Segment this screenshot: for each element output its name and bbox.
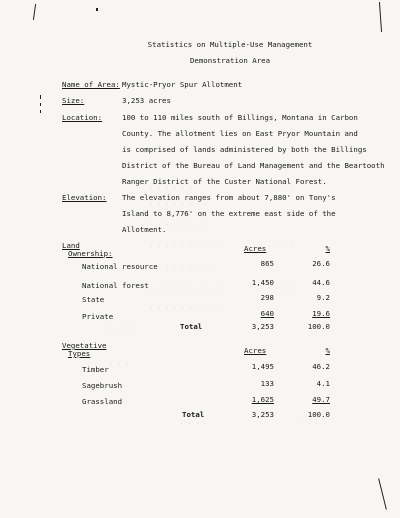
scan-mark-top-left <box>33 4 36 20</box>
ownership-row-label: National resource <box>82 262 158 271</box>
ownership-total-pct: 100.0 <box>307 322 330 331</box>
ownership-row-pct: 26.6 <box>312 259 330 268</box>
vegetative-heading-2: Types <box>68 349 91 358</box>
elevation-line-3: Allotment. <box>122 225 167 234</box>
bleed-through-10: · · · · · <box>260 286 295 292</box>
location-line-1: 100 to 110 miles south of Billings, Montana in Carbon <box>122 113 358 122</box>
vegetative-row-label: Grassland <box>82 397 123 406</box>
bleed-through-5: · · · · · · · · · <box>150 265 216 271</box>
field-label-size: Size: <box>62 96 85 105</box>
scan-mark-top-right <box>379 2 382 32</box>
scan-mark-bottom-right <box>378 478 387 509</box>
bleed-through-2: · · · · · · · · <box>150 202 209 208</box>
vegetative-row-acres: 133 <box>260 379 274 388</box>
ownership-heading-2: Ownership: <box>68 249 113 258</box>
ownership-col-pct: % <box>325 244 330 253</box>
ownership-row-label: National forest <box>82 281 149 290</box>
vegetative-total-label: Total <box>182 410 205 419</box>
scan-mark-left-2 <box>40 103 41 106</box>
ownership-row-label: Private <box>82 312 114 321</box>
location-line-2: County. The allotment lies on East Pryor Mountain and <box>122 129 358 138</box>
ownership-col-acres: Acres <box>244 244 267 253</box>
bleed-through-8: · · · · · <box>260 186 295 192</box>
location-line-5: Ranger District of the Custer National Forest. <box>122 177 327 186</box>
scan-mark-left-1 <box>40 95 41 99</box>
ownership-row-pct: 19.6 <box>312 309 330 318</box>
field-value-name: Mystic-Pryor Spur Allotment <box>122 80 243 89</box>
ownership-row-acres: 1,450 <box>251 278 274 287</box>
bleed-through-7: · · · · · · · · · · <box>150 306 224 312</box>
vegetative-col-acres: Acres <box>244 346 267 355</box>
vegetative-row-label: Sagebrush <box>82 381 123 390</box>
bleed-through-6: · · · · · · · · · · <box>150 286 224 292</box>
ownership-total-acres: 3,253 <box>251 322 274 331</box>
location-line-4: District of the Bureau of Land Management and the Beartooth <box>122 161 385 170</box>
vegetative-row-pct: 46.2 <box>312 362 330 371</box>
document-title: Statistics on Multiple-Use Management <box>147 40 313 49</box>
vegetative-row-acres: 1,495 <box>251 362 274 371</box>
ownership-heading-1: Land <box>62 241 80 250</box>
document-subtitle: Demonstration Area <box>189 56 271 65</box>
vegetative-row-pct: 4.1 <box>316 379 330 388</box>
ownership-row-acres: 865 <box>260 259 274 268</box>
ownership-total-label: Total <box>180 322 203 331</box>
bleed-through-3: · · · · · · · · <box>150 222 209 228</box>
ownership-row-pct: 44.6 <box>312 278 330 287</box>
bleed-through-9: · · · · · <box>260 244 295 250</box>
bleed-through-11: · · · · <box>110 326 138 332</box>
location-line-3: is comprised of lands administered by both the Billings <box>122 145 367 154</box>
scan-mark-left-3 <box>40 110 41 113</box>
bleed-through-13: · · · · <box>180 421 208 427</box>
bleed-through-1: · · · · · · <box>150 186 193 192</box>
ownership-row-pct: 9.2 <box>316 293 330 302</box>
vegetative-total-pct: 100.0 <box>307 410 330 419</box>
ownership-row-acres: 298 <box>260 293 274 302</box>
bleed-through-14: · · · · <box>300 421 328 427</box>
vegetative-col-pct: % <box>325 346 330 355</box>
field-label-location: Location: <box>62 113 103 122</box>
elevation-line-2: Island to 8,776' on the extreme east side of the <box>122 209 336 218</box>
ownership-row-label: State <box>82 295 105 304</box>
field-value-size: 3,253 acres <box>122 96 171 105</box>
vegetative-row-pct: 49.7 <box>312 395 330 404</box>
ownership-row-acres: 640 <box>260 309 274 318</box>
field-label-name: Name of Area: <box>62 80 120 89</box>
vegetative-row-acres: 1,625 <box>251 395 274 404</box>
vegetative-row-label: Timber <box>82 365 109 374</box>
field-label-elevation: Elevation: <box>62 193 107 202</box>
vegetative-total-acres: 3,253 <box>251 410 274 419</box>
vegetative-heading-1: Vegetative <box>62 341 107 350</box>
bleed-through-4: · · · · · · · · · · <box>150 244 224 250</box>
bleed-through-12: · · · <box>110 362 130 368</box>
scan-mark-top-mid <box>96 8 98 11</box>
elevation-line-1: The elevation ranges from about 7,880' on Tony's <box>122 193 336 202</box>
